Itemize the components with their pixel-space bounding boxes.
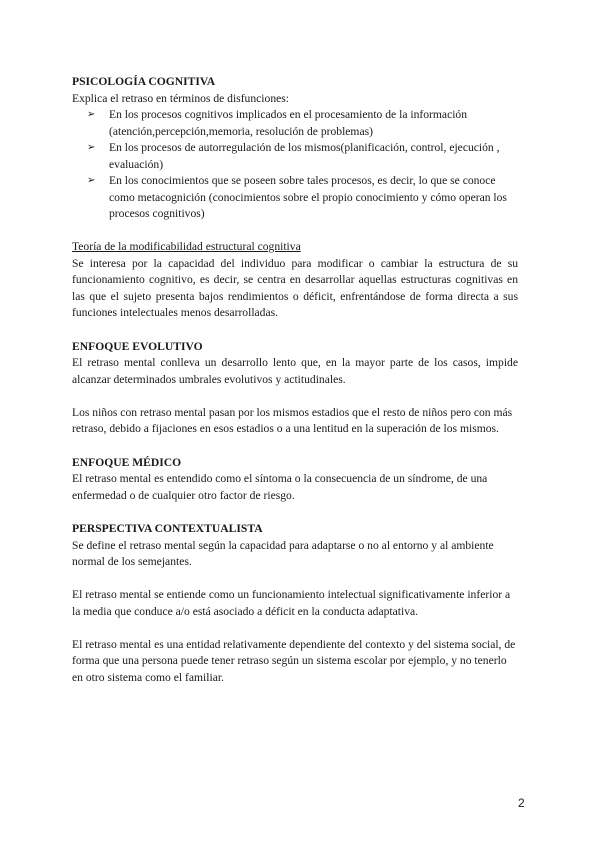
contextualista-paragraph-3: El retraso mental es una entidad relativamente dependiente del contexto y del sistema social, de forma que una persona puede tener retraso según un sistema escolar por ejemplo, y no tenerlo en otro sistema como el familiar. [72,637,516,684]
bullet-text: En los procesos de autorregulación de los mismos(planificación, control, ejecución , evaluación) [109,141,500,171]
document-page [72,74,518,686]
bullet-text: En los procesos cognitivos implicados en el procesamiento de la información (atención,percepción,memoria, resolución de problemas) [109,108,468,138]
list-item [72,140,518,173]
bullet-text: En los conocimientos que se poseen sobre tales procesos, es decir, lo que se conoce como metacognición (conocimientos sobre el propio conocimiento y cómo operan los procesos cognitivos) [109,174,507,220]
heading-enfoque-evolutivo: ENFOQUE EVOLUTIVO [72,339,203,353]
arrow-bullet-icon: ➢ [87,142,96,153]
heading-enfoque-medico: ENFOQUE MÉDICO [72,455,182,469]
teoria-paragraph: Se interesa por la capacidad del individuo para modificar o cambiar la estructura de su funcionamiento cognitivo, es decir, se centra en desarrollar aquellas estructuras cognitivas en las que el sujeto presenta bajos rendimientos o déficit, enfrentándose de forma directa a sus funciones intelectuales menos desarrolladas. [72,256,518,319]
page-number: 2 [518,796,525,810]
contextualista-paragraph-2: El retraso mental se entiende como un funcionamiento intelectual significativamente inferior a la media que conduce a/o está asociado a déficit en la conducta adaptativa. [72,588,511,618]
list-item [72,107,518,140]
heading-psicologia-cognitiva: PSICOLOGÍA COGNITIVA [72,75,216,88]
heading-teoria-modificabilidad: Teoría de la modificabilidad estructural cognitiva [72,240,301,253]
arrow-bullet-icon: ➢ [87,175,96,186]
cognitiva-bullet-list [72,107,518,223]
cognitiva-intro: Explica el retraso en términos de disfunciones: [72,91,289,105]
evolutivo-paragraph-1: El retraso mental conlleva un desarrollo lento que, en la mayor parte de los casos, impide alcanzar determinados umbrales evolutivos y actitudinales. [72,356,518,386]
medico-paragraph: El retraso mental es entendido como el síntoma o la consecuencia de un síndrome, de una enfermedad o de cualquier otro factor de riesgo. [72,472,488,502]
arrow-bullet-icon: ➢ [87,109,96,120]
evolutivo-paragraph-2: Los niños con retraso mental pasan por los mismos estadios que el resto de niños pero con más retraso, debido a fijaciones en esos estadios o a una lentitud en la superación de los mismos. [72,405,513,435]
list-item [72,173,518,223]
contextualista-paragraph-1: Se define el retraso mental según la capacidad para adaptarse o no al entorno y al ambiente normal de los semejantes. [72,538,494,568]
heading-perspectiva-contextualista: PERSPECTIVA CONTEXTUALISTA [72,522,263,535]
